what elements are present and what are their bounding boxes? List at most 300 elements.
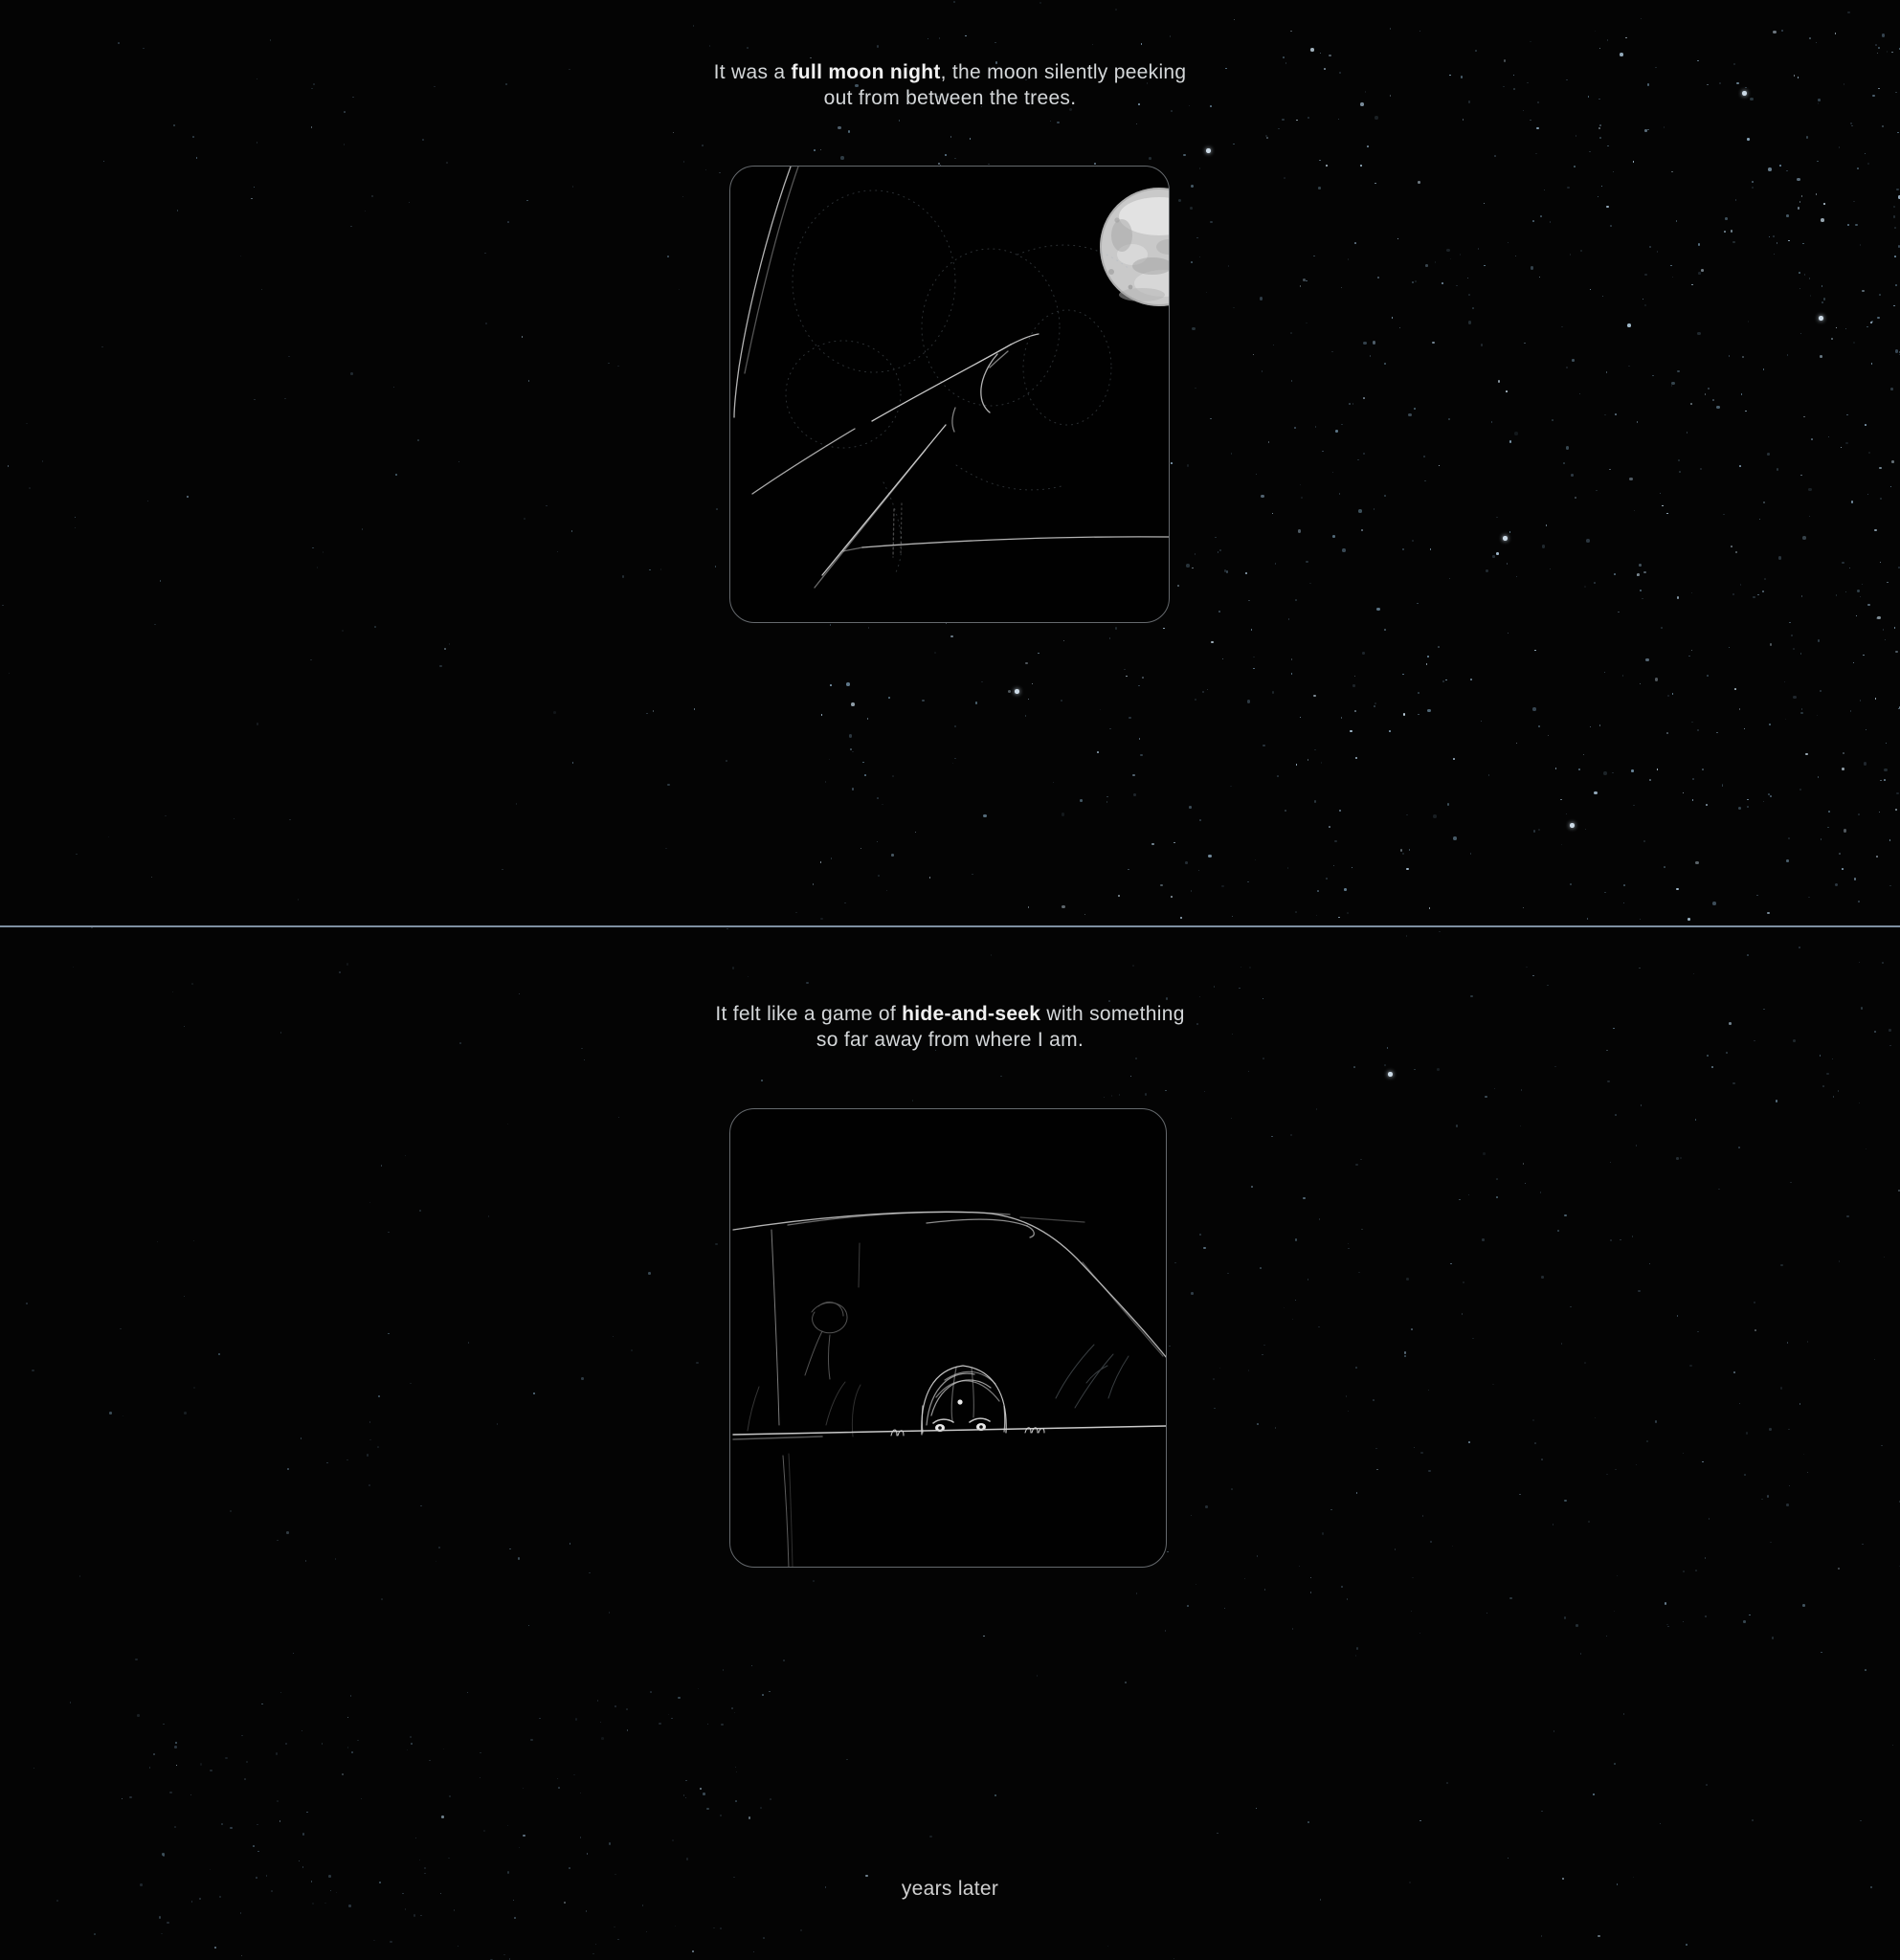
star <box>1874 1031 1876 1033</box>
star <box>271 1890 273 1892</box>
star <box>1755 1329 1756 1331</box>
star <box>1800 475 1802 477</box>
star <box>1881 1445 1883 1447</box>
star <box>1845 591 1847 593</box>
star <box>393 387 395 389</box>
star <box>1599 48 1601 50</box>
star <box>1639 564 1642 567</box>
star <box>1448 418 1451 421</box>
star <box>1140 754 1143 757</box>
star <box>706 1808 709 1811</box>
star <box>230 1827 233 1830</box>
star <box>1634 510 1636 512</box>
star <box>1174 1958 1175 1960</box>
star <box>1361 529 1364 532</box>
star <box>1898 708 1900 710</box>
star <box>1586 539 1590 543</box>
star <box>1864 762 1867 766</box>
star <box>1882 33 1886 37</box>
star <box>950 635 953 638</box>
star <box>1745 411 1747 412</box>
star <box>1199 819 1201 821</box>
star <box>367 1454 369 1457</box>
star <box>1641 18 1643 20</box>
star <box>580 1793 582 1794</box>
star <box>1124 669 1126 671</box>
star <box>2 605 4 607</box>
star <box>1647 129 1649 131</box>
star <box>1666 1624 1668 1626</box>
star <box>1409 849 1411 851</box>
star <box>1438 646 1440 648</box>
star <box>1314 749 1316 751</box>
scene2-caption-prefix: It felt like a game of <box>715 1003 903 1025</box>
star <box>1847 11 1850 14</box>
star <box>1716 406 1720 410</box>
star <box>861 848 862 850</box>
star <box>1412 540 1414 542</box>
star <box>1104 1097 1106 1099</box>
star <box>1820 690 1822 693</box>
star <box>1595 31 1597 33</box>
star <box>280 1032 282 1034</box>
star <box>1115 9 1117 11</box>
star <box>1632 1236 1634 1237</box>
full-moon-icon <box>1100 188 1170 306</box>
star <box>311 126 313 128</box>
star <box>1406 814 1408 816</box>
star <box>1486 569 1489 573</box>
star <box>424 1873 426 1875</box>
star <box>1428 1470 1431 1473</box>
star <box>1767 912 1770 915</box>
star <box>1662 505 1664 507</box>
star <box>1350 730 1352 733</box>
star <box>322 1743 324 1745</box>
star <box>1453 836 1457 840</box>
star <box>365 211 367 212</box>
star <box>1315 426 1317 428</box>
star <box>118 42 120 44</box>
star <box>1697 1331 1699 1333</box>
star <box>1419 1820 1421 1822</box>
star <box>733 1877 735 1879</box>
star <box>1894 256 1896 257</box>
star <box>1894 227 1896 229</box>
star <box>159 1916 162 1919</box>
star <box>1639 968 1641 969</box>
star <box>1523 1163 1525 1165</box>
star <box>646 713 648 715</box>
star <box>1306 323 1308 324</box>
star <box>1449 75 1451 77</box>
star <box>1503 86 1505 88</box>
star <box>1780 1387 1783 1390</box>
side-mirror-sketch <box>805 1302 847 1379</box>
star <box>1196 237 1198 239</box>
star <box>1893 206 1895 208</box>
star <box>572 762 574 764</box>
star <box>1890 486 1892 488</box>
star <box>1617 1575 1619 1577</box>
star <box>1313 695 1316 698</box>
star <box>1290 31 1292 33</box>
star <box>1826 1073 1829 1076</box>
star <box>1809 37 1811 39</box>
star <box>1291 658 1293 660</box>
star <box>693 25 695 27</box>
star <box>1612 772 1614 774</box>
star <box>1786 1503 1789 1506</box>
star <box>285 1743 287 1745</box>
star <box>163 1724 165 1726</box>
star <box>1818 639 1821 642</box>
star <box>770 1798 771 1800</box>
star <box>484 253 486 255</box>
star <box>1374 508 1375 510</box>
star <box>405 1908 407 1910</box>
star <box>1633 1877 1635 1879</box>
star <box>667 784 670 787</box>
star <box>1742 356 1745 359</box>
star <box>147 501 149 502</box>
star <box>581 1048 583 1050</box>
star <box>851 702 855 706</box>
star <box>1742 91 1747 96</box>
star <box>1550 221 1552 223</box>
star <box>1256 1808 1258 1810</box>
star <box>1160 884 1163 887</box>
star <box>1871 363 1873 365</box>
star <box>1178 199 1182 203</box>
star <box>1574 166 1576 167</box>
scene2-caption-bold: hide-and-seek <box>902 1003 1041 1025</box>
star <box>570 1543 571 1545</box>
star <box>1253 668 1255 670</box>
star <box>877 841 879 843</box>
star <box>1247 700 1251 703</box>
star <box>650 1691 652 1693</box>
star <box>673 132 675 134</box>
star <box>1860 596 1862 598</box>
star <box>1248 1370 1250 1371</box>
star <box>1390 95 1392 97</box>
star <box>1744 1474 1746 1476</box>
star <box>1683 1570 1685 1572</box>
star <box>1205 1505 1208 1508</box>
star <box>1038 653 1039 655</box>
star <box>172 991 174 993</box>
star <box>1488 774 1490 776</box>
star <box>1855 224 1858 227</box>
star <box>1219 549 1221 551</box>
star <box>301 1437 302 1439</box>
star <box>1483 1152 1486 1155</box>
star <box>825 1886 827 1888</box>
star <box>1411 1611 1413 1613</box>
star <box>1729 1022 1732 1025</box>
star <box>1357 459 1359 461</box>
scene1-caption-prefix: It was a <box>713 61 792 83</box>
star <box>257 142 258 144</box>
star <box>1691 592 1693 594</box>
star <box>1786 859 1789 862</box>
star <box>659 1723 661 1726</box>
star <box>323 551 324 553</box>
star <box>1773 31 1777 34</box>
star <box>1310 1577 1312 1579</box>
star <box>219 1896 222 1899</box>
star <box>1241 967 1242 969</box>
star <box>721 1724 724 1726</box>
star <box>700 1788 702 1790</box>
star <box>1763 1009 1765 1011</box>
star <box>1570 823 1575 828</box>
star <box>1008 690 1012 694</box>
star <box>1550 568 1552 570</box>
star <box>1839 853 1841 855</box>
star <box>1348 1248 1350 1250</box>
star <box>1889 885 1891 887</box>
star <box>218 1353 221 1356</box>
star <box>1508 633 1509 635</box>
star <box>1341 1586 1344 1589</box>
star <box>1509 440 1512 443</box>
star <box>1446 1782 1448 1784</box>
star <box>731 1707 733 1709</box>
star <box>1360 1159 1362 1161</box>
star <box>868 627 870 629</box>
star <box>715 1243 718 1246</box>
star <box>1092 44 1094 46</box>
star <box>1138 685 1140 687</box>
star <box>1780 1264 1783 1267</box>
star <box>685 1780 687 1782</box>
star <box>1542 545 1546 548</box>
star <box>1275 1427 1277 1429</box>
star <box>1564 1214 1567 1217</box>
star <box>1249 967 1252 969</box>
star <box>1463 1281 1465 1284</box>
star <box>1614 573 1616 575</box>
star <box>1326 165 1328 167</box>
star <box>79 1575 81 1577</box>
star <box>1232 916 1234 918</box>
star <box>1119 1094 1121 1096</box>
star <box>1705 1557 1707 1559</box>
star <box>1292 1628 1294 1630</box>
star <box>1749 1615 1751 1616</box>
star <box>848 130 851 133</box>
star <box>1388 1072 1393 1077</box>
star <box>1598 127 1601 130</box>
star <box>1061 700 1062 702</box>
star <box>1599 137 1601 139</box>
star <box>995 1794 996 1796</box>
star <box>1808 897 1810 899</box>
star <box>952 763 954 765</box>
star <box>1183 154 1186 157</box>
star <box>1533 830 1536 833</box>
star <box>1643 571 1646 574</box>
star <box>1594 791 1598 795</box>
star <box>653 710 655 712</box>
star <box>191 983 193 985</box>
star <box>1514 432 1518 435</box>
star <box>1692 778 1694 780</box>
star <box>1740 584 1742 586</box>
star <box>1823 203 1825 205</box>
star <box>1607 1080 1610 1083</box>
star <box>176 1765 178 1767</box>
star <box>1803 1454 1805 1456</box>
star <box>1587 918 1589 920</box>
star <box>1557 1230 1559 1232</box>
star <box>1640 919 1642 921</box>
star <box>1429 907 1431 909</box>
star <box>1753 596 1755 599</box>
scene1-caption-bold: full moon night <box>791 61 941 83</box>
star <box>1617 1883 1619 1885</box>
star <box>1135 1058 1138 1060</box>
star <box>1896 189 1899 191</box>
star <box>600 1722 602 1724</box>
star <box>954 758 956 760</box>
star <box>1418 181 1420 184</box>
star <box>1299 1566 1301 1568</box>
star <box>1738 1147 1740 1148</box>
star <box>1571 474 1574 477</box>
star <box>1761 1499 1763 1501</box>
star <box>1402 853 1405 856</box>
car-roof-sketch <box>733 1212 1167 1358</box>
star <box>1527 82 1529 84</box>
star <box>405 1155 407 1157</box>
star <box>530 1739 533 1742</box>
star <box>519 1847 521 1849</box>
star <box>1622 675 1624 677</box>
star <box>584 1059 586 1061</box>
star <box>1891 52 1893 54</box>
star <box>1892 1745 1894 1747</box>
star <box>1331 351 1333 353</box>
star <box>1233 144 1235 145</box>
foliage-outline-sketch <box>786 190 1130 574</box>
star <box>734 1712 736 1714</box>
star <box>1442 282 1443 284</box>
star <box>1361 1229 1363 1231</box>
star <box>1341 287 1343 289</box>
star <box>1797 178 1800 182</box>
star <box>75 517 77 519</box>
star <box>1204 1091 1206 1093</box>
star <box>1427 709 1431 713</box>
star <box>1191 185 1195 189</box>
star <box>571 530 573 532</box>
star <box>618 1117 620 1119</box>
star <box>157 1241 159 1243</box>
star <box>1365 91 1367 93</box>
star <box>1822 1085 1824 1087</box>
scene1-caption <box>615 59 1285 111</box>
star <box>140 1883 143 1886</box>
star <box>310 659 312 661</box>
star <box>601 1737 604 1740</box>
star <box>1309 583 1311 585</box>
star <box>1747 806 1749 808</box>
star <box>1348 258 1350 260</box>
star <box>328 1875 331 1878</box>
star <box>1889 1029 1891 1032</box>
star <box>1308 759 1309 761</box>
star <box>1584 586 1586 588</box>
star <box>1253 354 1255 356</box>
star <box>187 496 189 498</box>
star <box>438 1547 440 1548</box>
star <box>1353 1066 1355 1068</box>
star <box>214 1947 216 1949</box>
star <box>1540 1192 1542 1193</box>
star <box>1788 837 1790 839</box>
star <box>1496 1178 1498 1180</box>
star <box>75 527 77 529</box>
star <box>123 1415 124 1417</box>
star <box>557 551 559 553</box>
star <box>1776 1100 1778 1102</box>
star <box>1227 1273 1229 1275</box>
star <box>395 474 397 476</box>
star <box>1291 380 1293 382</box>
star <box>1793 648 1795 650</box>
star <box>1419 1633 1421 1635</box>
star <box>1498 380 1501 383</box>
star <box>371 195 374 198</box>
star <box>1234 19 1236 21</box>
star <box>509 1548 511 1550</box>
star <box>1853 201 1855 203</box>
star <box>1430 1541 1433 1544</box>
star <box>1666 513 1668 515</box>
star <box>523 1788 525 1790</box>
star <box>507 1124 509 1125</box>
star <box>350 226 352 228</box>
star <box>1645 658 1649 662</box>
star <box>1676 1157 1679 1160</box>
star <box>1412 1577 1414 1579</box>
star <box>1862 584 1864 586</box>
star <box>1561 844 1563 846</box>
star <box>1166 997 1169 1000</box>
star <box>820 149 822 151</box>
star <box>467 1692 469 1694</box>
star <box>199 1898 202 1901</box>
star <box>1851 501 1854 503</box>
star <box>1555 768 1557 769</box>
star <box>42 460 44 462</box>
star <box>1731 546 1732 547</box>
star <box>1817 715 1819 717</box>
star <box>1667 695 1670 698</box>
star <box>390 1941 392 1944</box>
star <box>1449 578 1451 580</box>
star <box>1857 590 1861 593</box>
star <box>1897 132 1899 134</box>
star <box>1452 1546 1454 1548</box>
star <box>1628 366 1630 368</box>
star <box>1284 1307 1285 1309</box>
star <box>1174 842 1175 844</box>
star <box>1880 562 1882 564</box>
